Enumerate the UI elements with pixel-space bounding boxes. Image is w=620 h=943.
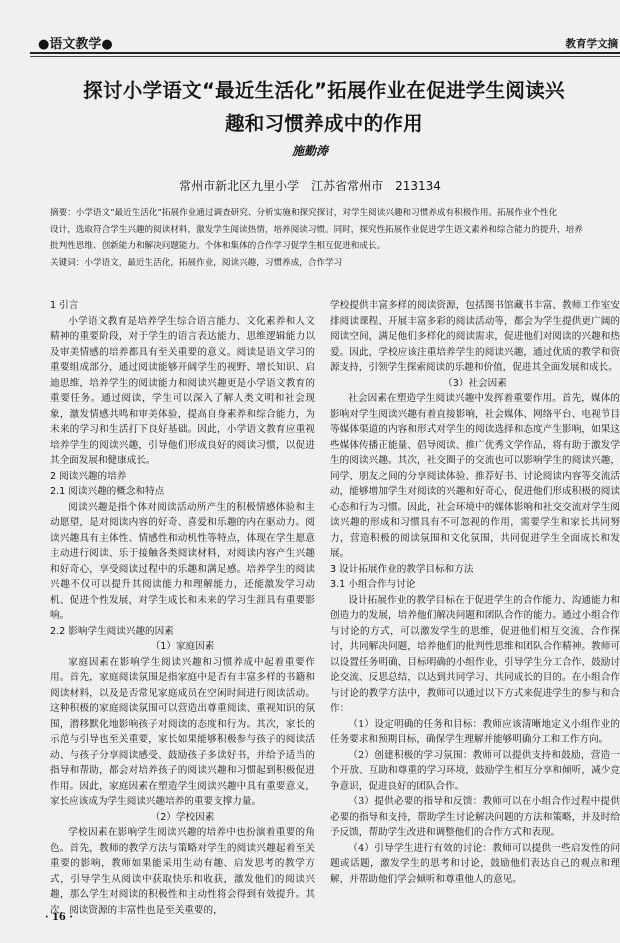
body-paragraph: 学校提供丰富多样的阅读资源，包括图书馆藏书丰富、教师工作室安排阅读课程、开展丰富多彩的阅读活动等，都会为学生提供更广阔的阅读空间，满足他们多样化的阅读需求，促进他们对阅读的兴趣和热爱。因此，学校应该注重培养学生的阅读兴趣，通过优质的教学和资源支持，引领学生探索阅读的乐趣和价值，促进其全面发展和成长。 [330, 300, 620, 373]
body-paragraph: 小学语文教育是培养学生综合语言能力、文化素养和人文精神的重要阶段，对于学生的语言表达能力、思维逻辑能力以及审美情感的培养都具有至关重要的意义。阅读是语文学习的重要组成部分，通过阅读能够开阔学生的视野、增长知识、启迪思维，培养学生的阅读能力和阅读兴趣更是小学语文教育的重要任务。通过阅读，学生可以深入了解人类文明和社会现象，激发情感共鸣和审美体验，提高自身素养和综合能力，为未来的学习和生活打下良好基础。因此，小学语文教育应重视培养学生的阅读兴趣，引导他们形成良好的阅读习惯，以促进其全面发展和健康成长。 [50, 315, 315, 466]
journal-name: 教育学文摘 [565, 38, 618, 50]
body-paragraph: （4）引导学生进行有效的讨论：教师可以提供一些启发性的问题或话题，激发学生的思考和讨论，鼓励他们表达自己的观点和理解，并帮助他们学会倾听和尊重他人的意见。 [330, 842, 620, 885]
section-heading: 2.2 影响学生阅读兴趣的因素 [50, 625, 174, 637]
subsection-heading: （1）家庭因素 [150, 641, 215, 652]
journal-section-label: ●语文教学● [38, 37, 113, 52]
abstract-line: 批判性思维、创新能力和解决问题能力。个体和集体的合作学习促学生相互促进和成长。 [50, 241, 386, 251]
header-rule-thin [30, 56, 620, 57]
body-paragraph: 设计拓展作业的教学目标在于促进学生的合作能力、沟通能力和创造力的发展，培养他们解决问题和团队合作的能力。通过小组合作与讨论的方式，可以激发学生的思维，促进他们相互交流、合作探讨，共同解决问题，培养他们的批判性思维和团队合作精神。教师可以设置任务明确、目标明确的小组作业，引导学生分工合作、鼓励讨论交流、反思总结，以达到共同学习、共同成长的目的。在小组合作与讨论的教学方法中，教师可以通过以下方式来促进学生的参与和合作： [330, 594, 620, 714]
section-heading: 2 阅读兴趣的培养 [50, 470, 127, 482]
abstract-line: 摘要：小学语文“最近生活化”拓展作业通过调查研究、分析实施和探究探讨，对学生阅读兴趣和习惯养成有积极作用。拓展作业个性化 [50, 208, 558, 218]
section-heading: 3.1 小组合作与讨论 [330, 579, 416, 590]
article-title-line-1: 探讨小学语文“最近生活化”拓展作业在促进学生阅读兴 [83, 79, 565, 102]
left-column [50, 298, 315, 918]
abstract-line: 设计，选取符合学生兴趣的阅读材料，激发学生阅读热情，培养阅读习惯。同时，探究性拓展作业促进学生语文素养和综合能力的提升，培养 [50, 224, 583, 235]
article-title-line-2: 趣和习惯养成中的作用 [224, 112, 423, 135]
subsection-heading: （3）社会因素 [443, 377, 507, 389]
body-paragraph: 社会因素在塑造学生阅读兴趣中发挥着重要作用。首先，媒体的影响对学生阅读兴趣有着直接影响，社会媒体、网络平台、电视节目等媒体渠道的内容和形式对学生的阅读选择和态度产生影响，如果这些媒体传播正能量、倡导阅读、推广优秀文学作品，将有助于激发学生的阅读兴趣。其次，社交圈子的交流也可以影响学生的阅读兴趣，同学、朋友之间的分享阅读体验、推荐好书、讨论阅读内容等交流活动，能够增加学生对阅读的兴趣和好奇心，促进他们形成积极的阅读心态和行为习惯。因此，社会环境中的媒体影响和社交交流对学生阅读兴趣的形成和习惯具有不可忽视的作用，需要学生和家长共同努力，营造积极的阅读氛围和文化氛围，共同促进学生全面成长和发展。 [330, 393, 620, 559]
header-rule [30, 52, 620, 54]
section-heading: 3 设计拓展作业的教学目标和方法 [330, 563, 474, 575]
body-paragraph: 阅读兴趣是指个体对阅读活动所产生的积极情感体验和主动愿望，是对阅读内容的好奇、喜爱和乐趣的内在驱动力。阅读兴趣具有主体性、情感性和动机性等特点，体现在学生愿意主动进行阅读、乐于接触各类阅读材料，对阅读内容产生兴趣和好奇心，享受阅读过程中的乐趣和满足感。培养学生的阅读兴趣不仅可以提升其阅读能力和理解能力，还能激发学习动机、促进个性发展，对学生成长和未来的学习生涯具有重要影响。 [50, 501, 315, 621]
right-column [330, 298, 620, 887]
section-heading: 2.1 阅读兴趣的概念和特点 [50, 486, 165, 497]
body-paragraph: （3）提供必要的指导和反馈：教师可以在小组合作过程中提供必要的指导和支持，帮助学生讨论解决问题的方法和策略，并及时给予反馈，帮助学生改进和调整他们的合作方式和表现。 [330, 796, 620, 838]
body-paragraph: （2）创建积极的学习氛围：教师可以提供支持和鼓励，营造一个开放、互助和尊重的学习环境，鼓励学生相互分享和倾听，减少竞争意识，促进良好的团队合作。 [330, 749, 620, 792]
page-number: · 16 · [45, 912, 73, 923]
section-heading: 1 引言 [50, 300, 79, 311]
body-paragraph: （1）设定明确的任务和目标：教师应该清晰地定义小组作业的任务要求和预期目标，确保学生理解并能够明确分工和工作方向。 [330, 718, 620, 745]
author-name: 施勤涛 [291, 144, 328, 158]
keywords: 关键词：小学语文，最近生活化，拓展作业，阅读兴趣，习惯养成，合作学习 [50, 257, 343, 268]
subsection-heading: （2）学校因素 [150, 811, 215, 823]
body-paragraph: 学校因素在影响学生阅读兴趣的培养中也扮演着重要的角色。首先，教师的教学方法与策略对学生的阅读兴趣起着至关重要的影响，教师如果能采用生动有趣、启发思考的教学方式，引导学生从阅读中获取快乐和收获，激发他们的阅读兴趣，那么学生对阅读的积极性和主动性将会得到有效提升。其次，阅读资源的丰富性也是至关重要的， [50, 827, 315, 916]
body-paragraph: 家庭因素在影响学生阅读兴趣和习惯养成中起着重要作用。首先，家庭阅读氛围是指家庭中是否有丰富多样的书籍和阅读材料，以及是否常见家庭成员在空闲时间进行阅读活动。这种积极的家庭阅读氛围可以营造出尊重阅读、重视知识的氛围，潜移默化地影响孩子对阅读的态度和行为。其次，家长的示范与引导也至关重要，家长如果能够积极参与孩子的阅读活动、与孩子分享阅读感受、鼓励孩子多读好书，并给予适当的指导和帮助，都会对培养孩子的阅读兴趣和习惯起到积极促进作用。因此，家庭因素在塑造学生阅读兴趣中具有重要意义，家长应该成为学生阅读兴趣培养的重要支撑力量。 [50, 656, 315, 807]
author-affiliation: 常州市新北区九里小学 江苏省常州市 213134 [179, 179, 441, 193]
abstract [50, 205, 620, 271]
